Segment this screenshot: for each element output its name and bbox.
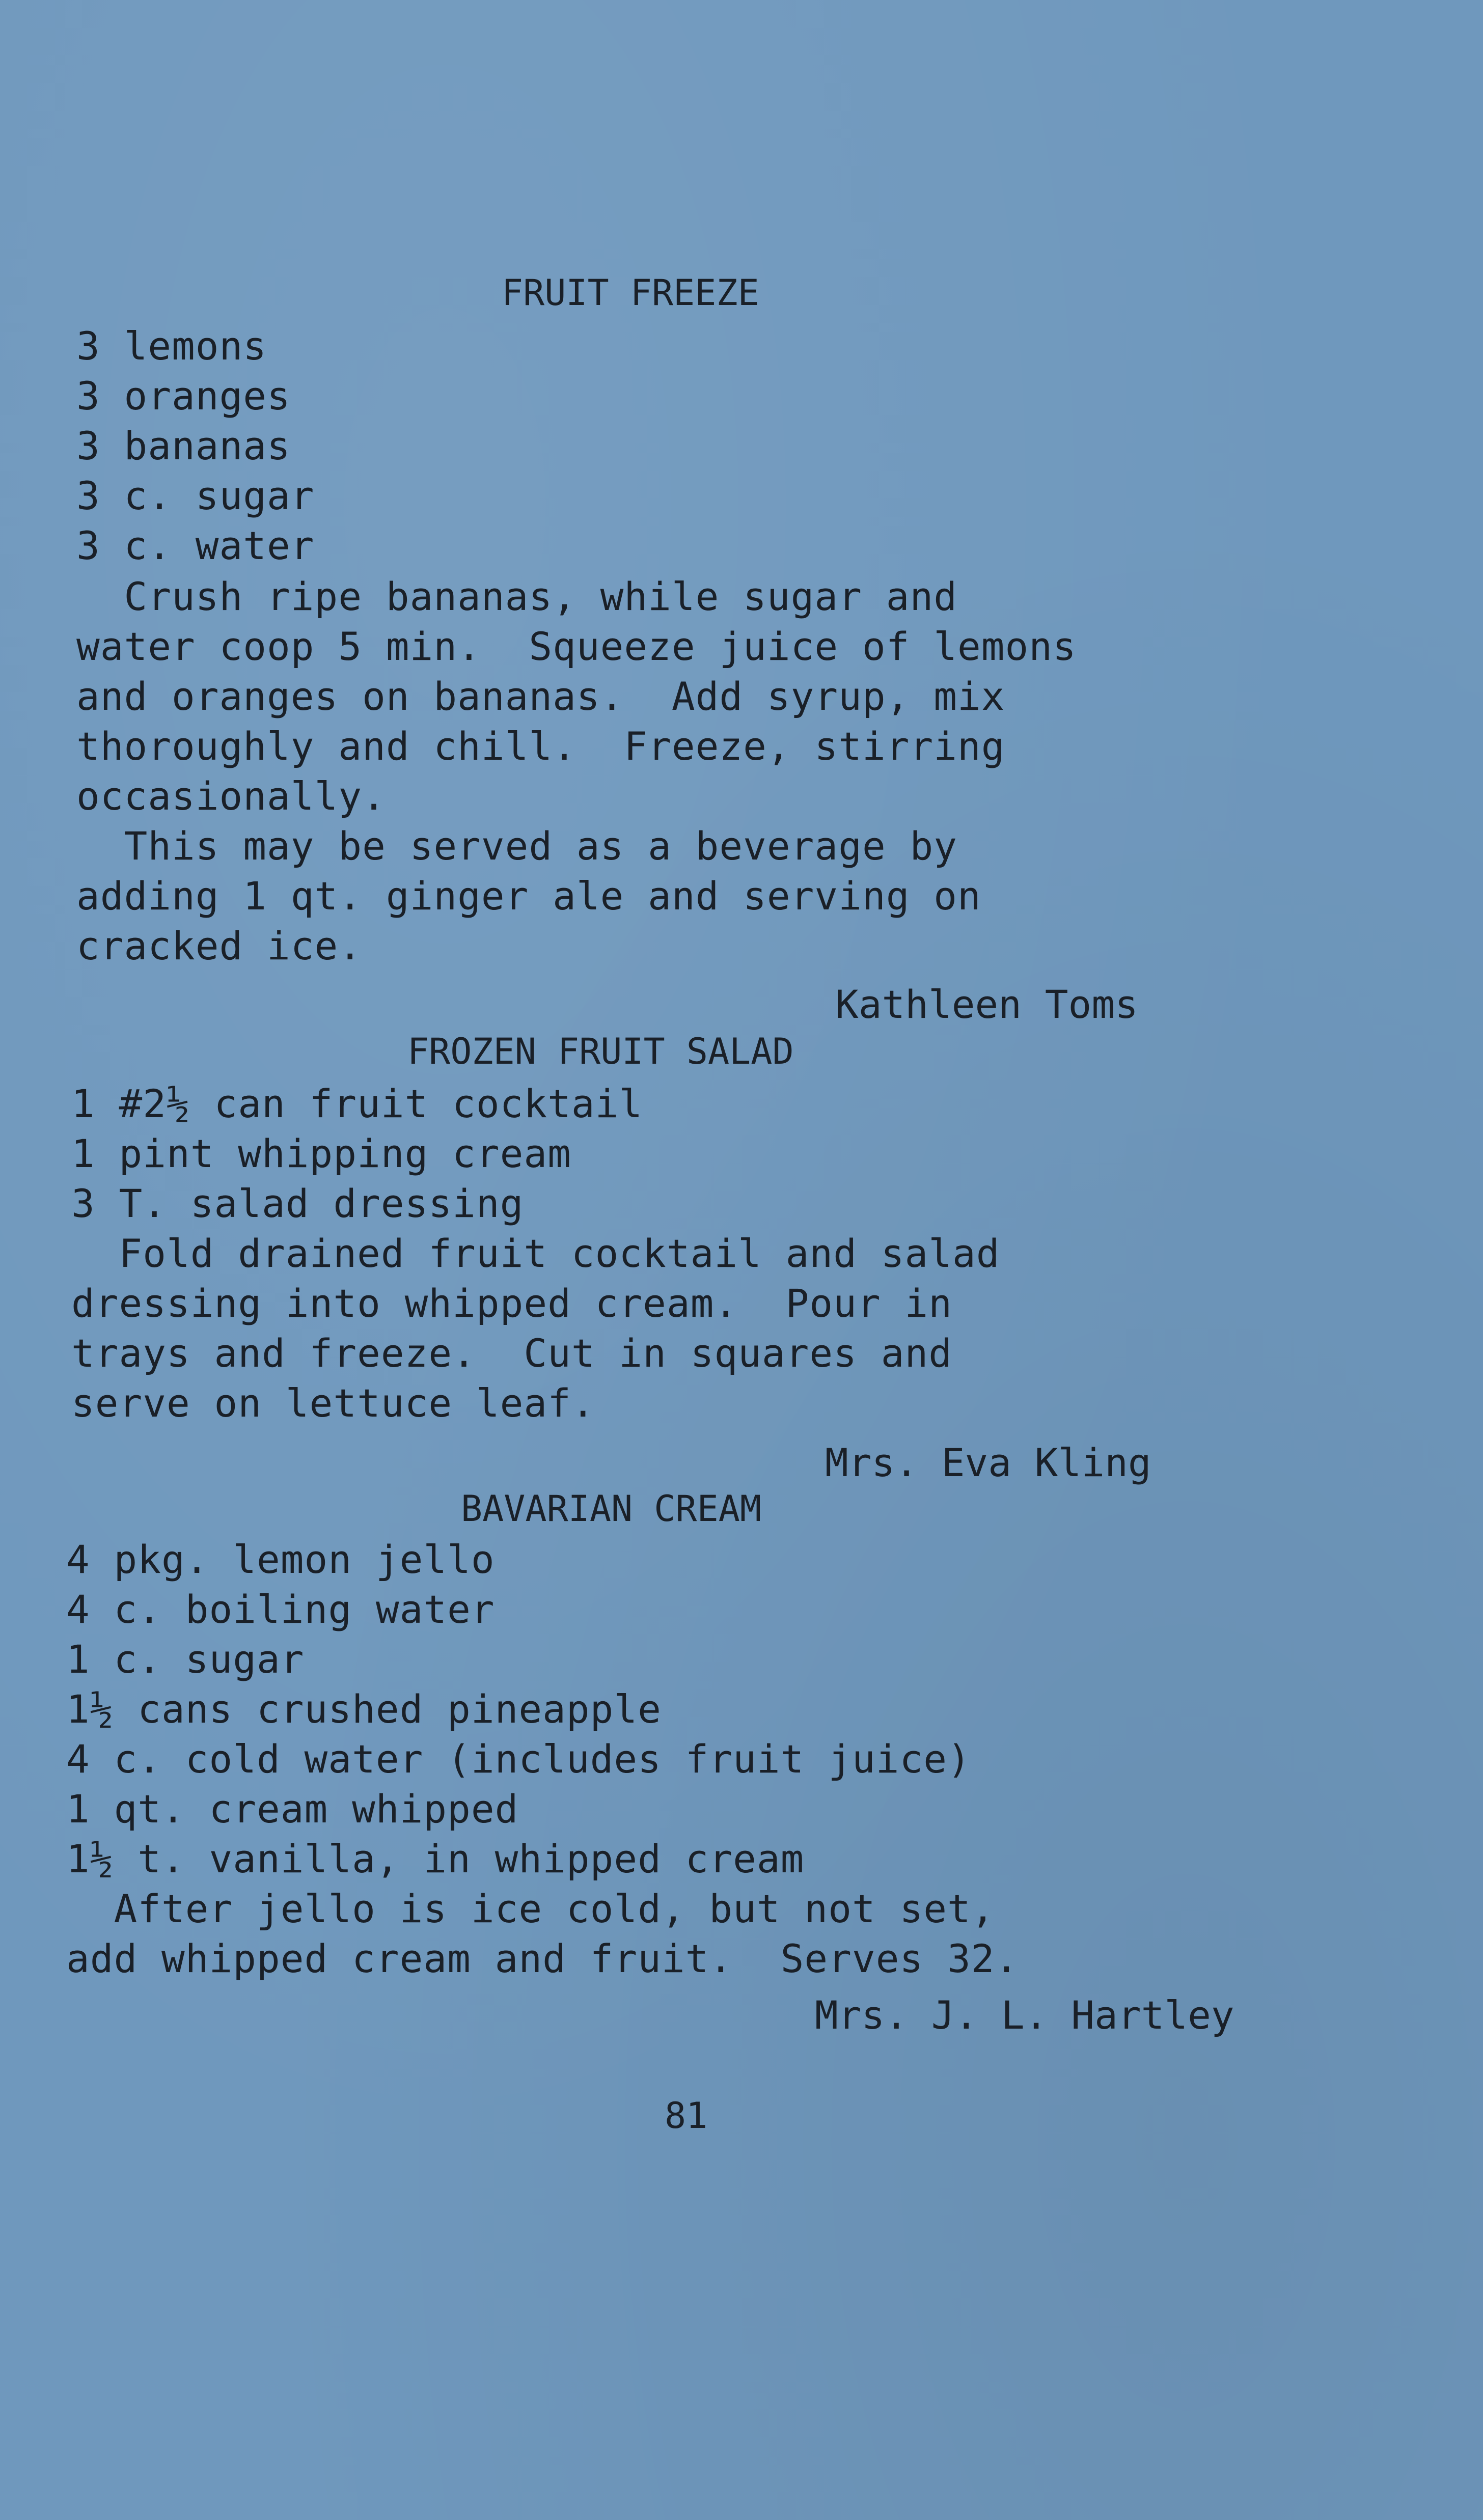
ingredient-line: 1½ t. vanilla, in whipped cream [66,1836,805,1881]
direction-line: occasionally. [76,773,386,819]
direction-line: trays and freeze. Cut in squares and [71,1331,952,1376]
ingredient-line: 1 c. sugar [66,1637,305,1682]
direction-line: water coop 5 min. Squeeze juice of lemons [76,624,1077,669]
ingredient-line: 3 c. water [76,523,315,568]
direction-line: and oranges on bananas. Add syrup, mix [76,674,1005,719]
direction-line: Crush ripe bananas, while sugar and [76,574,957,619]
direction-line: adding 1 qt. ginger ale and serving on [76,873,981,919]
recipe-title: FRUIT FREEZE [502,272,759,314]
recipe-author: Mrs. Eva Kling [825,1440,1151,1485]
ingredient-line: 1½ cans crushed pineapple [66,1686,662,1732]
ingredient-line: 3 c. sugar [76,473,315,518]
direction-line: thoroughly and chill. Freeze, stirring [76,724,1005,769]
direction-line: add whipped cream and fruit. Serves 32. [66,1936,1019,1981]
recipe-author: Mrs. J. L. Hartley [815,1992,1234,2038]
direction-line: This may be served as a beverage by [76,823,957,869]
recipe-author: Kathleen Toms [835,982,1138,1027]
direction-line: dressing into whipped cream. Pour in [71,1281,952,1326]
direction-line: After jello is ice cold, but not set, [66,1886,995,1931]
direction-line: cracked ice. [76,923,363,968]
ingredient-line: 4 c. cold water (includes fruit juice) [66,1736,971,1782]
recipe-title: FROZEN FRUIT SALAD [407,1031,794,1072]
ingredient-line: 3 bananas [76,423,291,468]
ingredient-line: 1 qt. cream whipped [66,1786,519,1832]
direction-line: Fold drained fruit cocktail and salad [71,1231,1000,1276]
ingredient-line: 3 lemons [76,323,267,369]
ingredient-line: 4 c. boiling water [66,1587,495,1632]
direction-line: serve on lettuce leaf. [71,1380,595,1426]
recipe-title: BAVARIAN CREAM [461,1488,762,1530]
ingredient-line: 1 pint whipping cream [71,1131,571,1176]
ingredient-line: 3 oranges [76,373,291,419]
ingredient-line: 1 #2½ can fruit cocktail [71,1081,643,1126]
ingredient-line: 3 T. salad dressing [71,1181,524,1226]
ingredient-line: 4 pkg. lemon jello [66,1537,495,1582]
page-number: 81 [665,2095,708,2137]
